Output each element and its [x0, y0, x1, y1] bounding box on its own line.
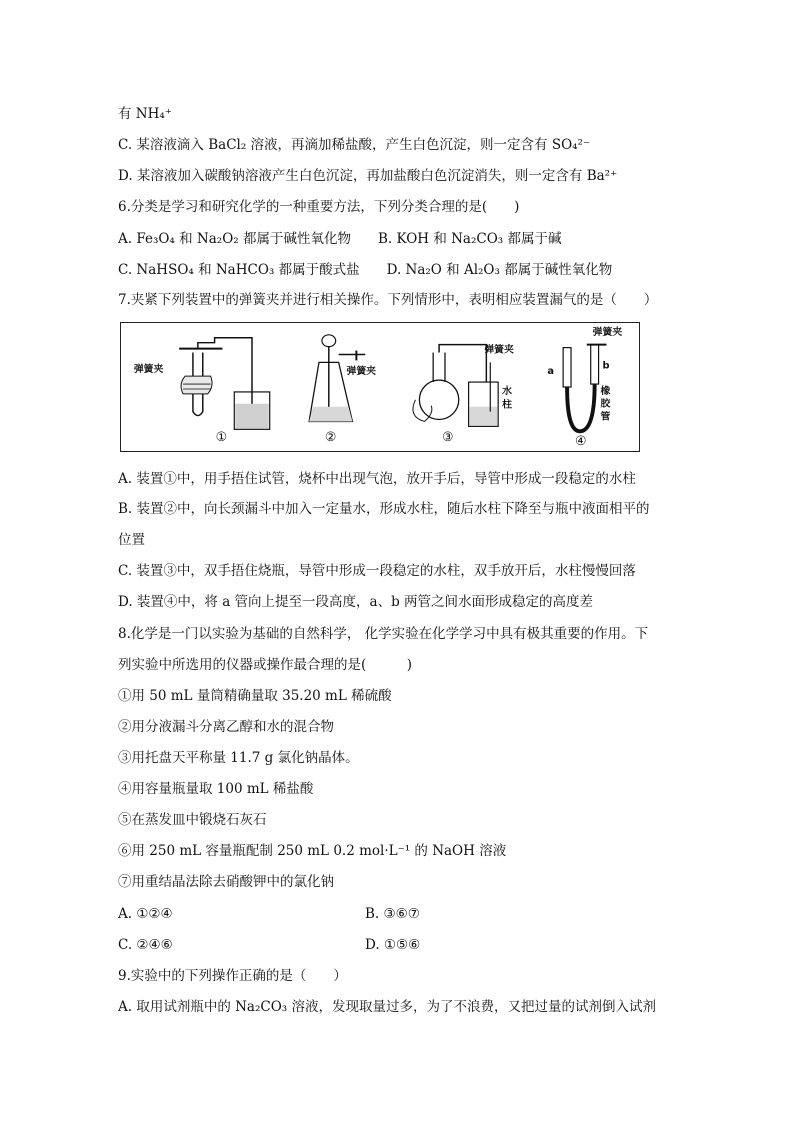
text-line: A. 装置①中，用手捂住试管，烧杯中出现气泡，放开手后，导管中形成一段稳定的水柱 — [118, 471, 636, 487]
apparatus-diagram — [121, 323, 639, 451]
text-line: ③用托盘天平称量 11.7 g 氯化钠晶体。 — [118, 750, 359, 766]
text-line: ⑤在蒸发皿中锻烧石灰石 — [118, 812, 267, 828]
text-line: 6.分类是学习和研究化学的一种重要方法，下列分类合理的是( ) — [118, 199, 520, 215]
label-clip-3: 弹簧夹 — [484, 344, 514, 356]
text-line: ⑦用重结晶法除去硝酸钾中的氯化钠 — [118, 874, 334, 890]
label-rubber-2: 胶 — [600, 398, 611, 410]
label-clip-1: 弹簧夹 — [133, 364, 164, 376]
text-line: B. 装置②中，向长颈漏斗中加入一定量水，形成水柱，随后水柱下降至与瓶中液面相平的 — [118, 501, 650, 517]
number-1: ① — [215, 430, 228, 446]
text-line: C. 装置③中，双手捂住烧瓶，导管中形成一段稳定的水柱，双手放开后，水柱慢慢回落 — [118, 563, 636, 579]
label-clip-4: 弹簧夹 — [592, 326, 623, 338]
text-line: A. Fe₃O₄ 和 Na₂O₂ 都属于碱性氧化物 B. KOH 和 Na₂CO₃ 都属于碱 — [118, 231, 562, 247]
label-rubber-3: 管 — [600, 411, 611, 423]
text-line: 8.化学是一门以实验为基础的自然科学， 化学实验在化学学习中具有极其重要的作用。下 — [118, 626, 649, 642]
text-line: 列实验中所选用的仪器或操作最合理的是( ) — [118, 657, 413, 673]
text-line: ②用分液漏斗分离乙醇和水的混合物 — [118, 719, 334, 735]
text-line: ①用 50 mL 量筒精确量取 35.20 mL 稀硫酸 — [118, 688, 392, 704]
number-2: ② — [324, 430, 337, 446]
option-line: B. ③⑥⑦ — [365, 906, 420, 922]
label-tube-a: a — [547, 366, 555, 378]
option-line: D. ①⑤⑥ — [365, 937, 421, 953]
text-line: A. 取用试剂瓶中的 Na₂CO₃ 溶液，发现取量过多，为了不浪费，又把过量的试剂倒入试剂 — [118, 999, 656, 1015]
label-water-column-2: 柱 — [502, 399, 512, 411]
apparatus-4 — [547, 325, 622, 449]
number-3: ③ — [442, 430, 454, 446]
text-line: C. 某溶液滴入 BaCl₂ 溶液，再滴加稀盐酸，产生白色沉淀，则一定含有 SO₄²⁻ — [118, 137, 591, 153]
text-line: ④用容量瓶量取 100 mL 稀盐酸 — [118, 781, 314, 797]
label-rubber-1: 橡 — [600, 385, 611, 397]
number-4: ④ — [574, 434, 587, 450]
label-water-column: 水 — [502, 385, 512, 397]
text-line: D. 某溶液加入碳酸钠溶液产生白色沉淀，再加盐酸白色沉淀消失，则一定含有 Ba²⁺ — [118, 168, 618, 184]
label-tube-b: b — [602, 360, 610, 372]
text-line: C. NaHSO₄ 和 NaHCO₃ 都属于酸式盐 D. Na₂O 和 Al₂O₃ 都属于碱性氧化物 — [118, 262, 613, 278]
text-line: 7.夹紧下列装置中的弹簧夹并进行相关操作。下列情形中，表明相应装置漏气的是（ ） — [118, 292, 658, 308]
text-line: A. ①②④ — [118, 906, 173, 922]
apparatus-3 — [413, 343, 514, 446]
text-line: ⑥用 250 mL 容量瓶配制 250 mL 0.2 mol·L⁻¹ 的 NaOH 溶液 — [118, 843, 507, 859]
text-line: D. 装置④中，将 a 管向上提至一段高度，a、b 两管之间水面形成稳定的高度差 — [118, 594, 594, 610]
text-line: C. ②④⑥ — [118, 937, 173, 953]
text-line: 位置 — [118, 532, 145, 548]
text-line: 有 NH₄⁺ — [118, 106, 172, 122]
apparatus-figure — [120, 322, 640, 452]
text-line: 9.实验中的下列操作正确的是（ ） — [118, 968, 347, 984]
apparatus-2 — [309, 335, 376, 445]
apparatus-1 — [134, 338, 270, 445]
label-clip-2: 弹簧夹 — [346, 366, 377, 378]
